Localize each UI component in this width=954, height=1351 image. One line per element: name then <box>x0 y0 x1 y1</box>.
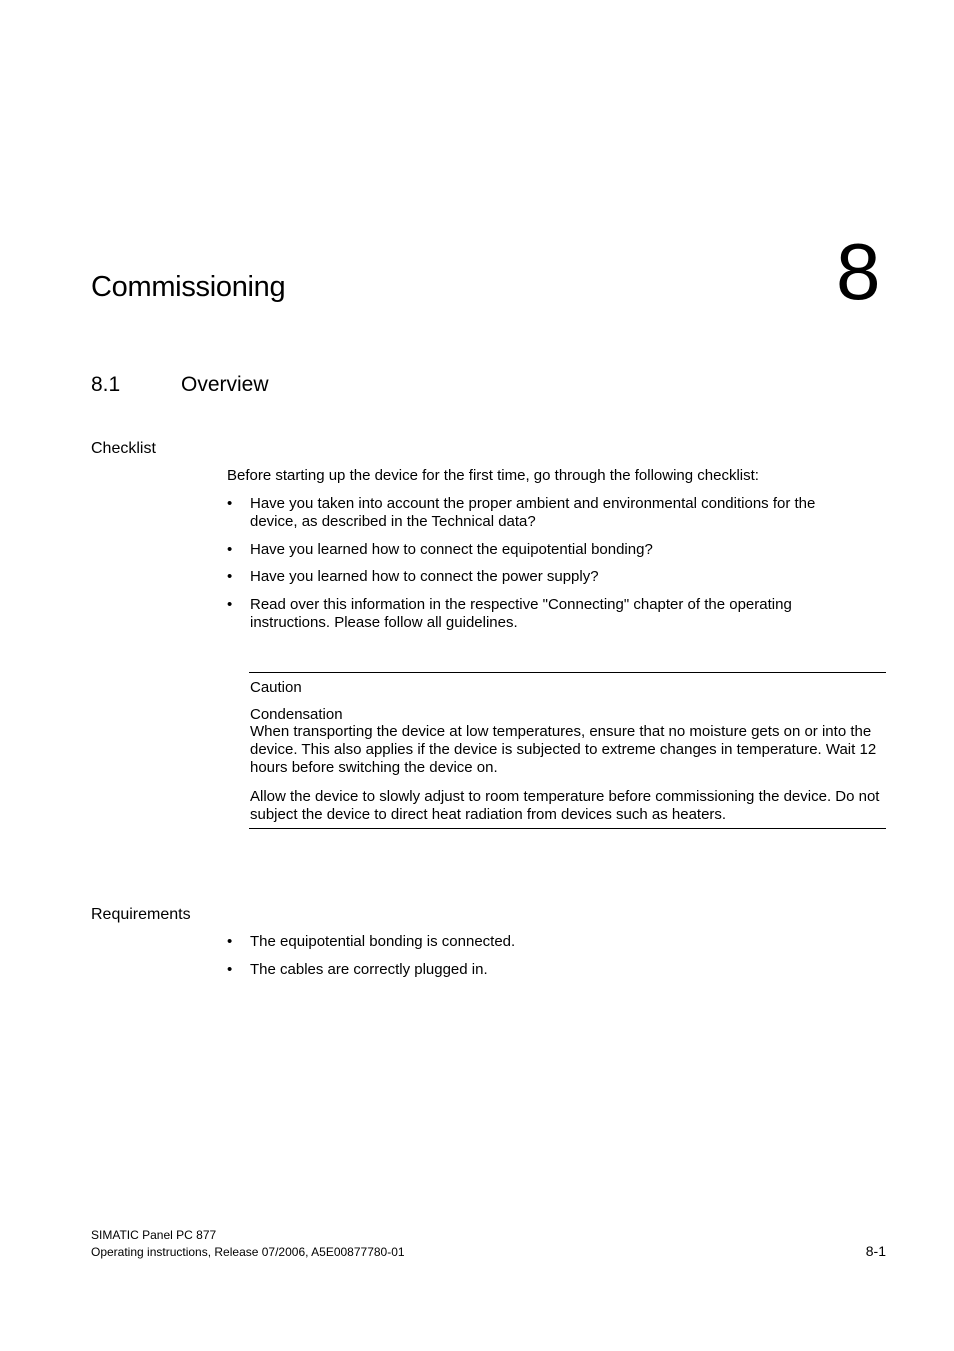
requirements-heading: Requirements <box>91 906 191 923</box>
list-item-text: The equipotential bonding is connected. <box>250 933 516 950</box>
list-item-text: Have you learned how to connect the power supply? <box>250 568 599 585</box>
list-item <box>227 961 867 979</box>
list-item-text: Read over this information in the respective "Connecting" chapter of the operating instructions. Please follow all guidelines. <box>250 596 792 631</box>
list-item <box>227 541 867 559</box>
list-item <box>227 568 867 586</box>
list-item-text: Have you learned how to connect the equipotential bonding? <box>250 541 653 558</box>
section-number: 8.1 <box>91 373 121 396</box>
page-number: 8-1 <box>865 1243 886 1259</box>
bullet-glyph: • <box>227 568 233 585</box>
caution-title: Condensation <box>250 706 343 723</box>
chapter-number: 8 <box>836 227 881 316</box>
caution-bottom-rule <box>249 828 886 829</box>
list-item <box>227 495 867 531</box>
list-item <box>227 933 867 951</box>
bullet-glyph: • <box>227 596 233 613</box>
caution-paragraph-2: Allow the device to slowly adjust to room temperature before commissioning the device. Do not subject the device to direct heat radiation from devices such as heaters. <box>250 788 880 823</box>
list-item-text: Have you taken into account the proper ambient and environmental conditions for the device, as described in the Technical data? <box>250 495 816 530</box>
checklist-intro: Before starting up the device for the first time, go through the following checklist: <box>227 467 759 484</box>
footer-release: Operating instructions, Release 07/2006, A5E00877780-01 <box>91 1245 405 1259</box>
caution-label: Caution <box>250 679 302 696</box>
footer-product: SIMATIC Panel PC 877 <box>91 1228 217 1242</box>
caution-paragraph-1: When transporting the device at low temperatures, ensure that no moisture gets on or into the device. This also applies if the device is subjected to extreme changes in temperature. Wait 12 hours before switching the device on. <box>250 723 877 776</box>
section-title: Overview <box>181 373 269 396</box>
bullet-glyph: • <box>227 961 233 978</box>
bullet-glyph: • <box>227 541 233 558</box>
checklist-heading: Checklist <box>91 440 156 457</box>
bullet-glyph: • <box>227 495 233 512</box>
bullet-glyph: • <box>227 933 233 950</box>
caution-top-rule <box>249 672 886 673</box>
list-item <box>227 596 867 632</box>
chapter-title: Commissioning <box>91 271 286 303</box>
list-item-text: The cables are correctly plugged in. <box>250 961 488 978</box>
